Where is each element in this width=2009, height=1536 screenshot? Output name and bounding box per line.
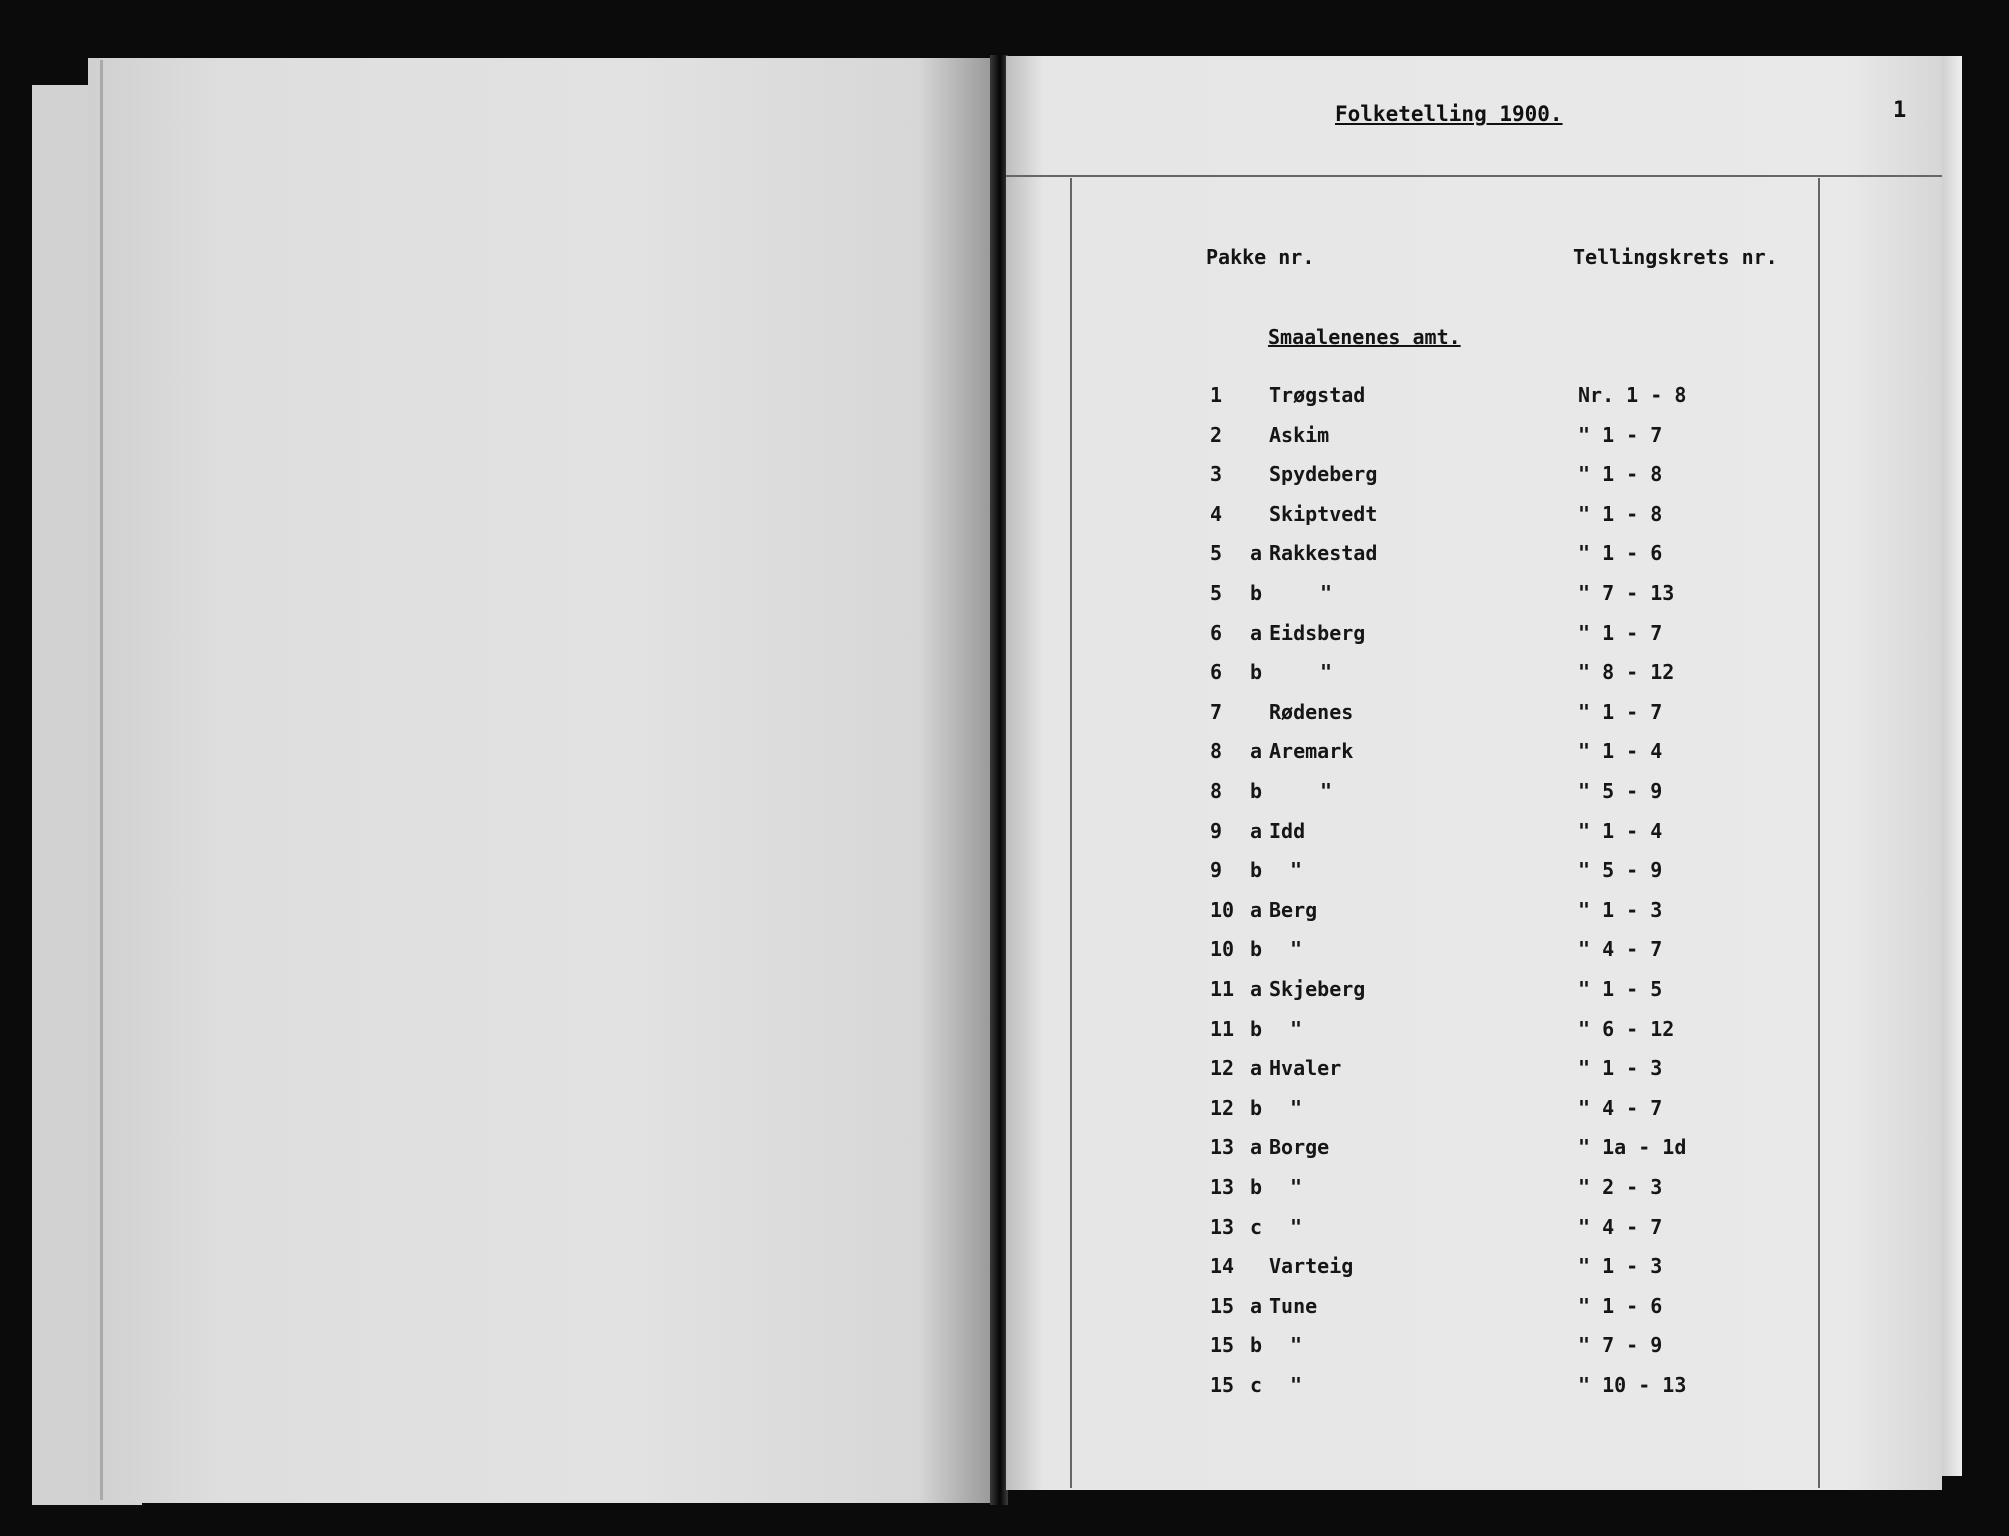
left-blank-page <box>88 58 990 1503</box>
municipality-name: Spydeberg <box>1269 462 1378 486</box>
table-row <box>1200 819 1800 851</box>
district-range: " 1a - 1d <box>1578 1135 1687 1159</box>
municipality-name: Borge <box>1269 1135 1330 1159</box>
table-row <box>1200 541 1800 573</box>
pakke-suffix: a <box>1250 739 1263 763</box>
district-range: " 1 - 3 <box>1578 898 1663 922</box>
table-row <box>1200 581 1800 613</box>
pakke-number: 15 <box>1210 1373 1235 1397</box>
municipality-name: " <box>1290 1215 1303 1239</box>
pakke-suffix: b <box>1250 1333 1263 1357</box>
pakke-number: 8 <box>1210 739 1223 763</box>
pakke-number: 5 <box>1210 581 1223 605</box>
pakke-number: 13 <box>1210 1135 1235 1159</box>
left-vertical-rule <box>1070 178 1072 1488</box>
municipality-name: " <box>1320 660 1333 684</box>
pakke-number: 6 <box>1210 621 1223 645</box>
pakke-number: 11 <box>1210 977 1235 1001</box>
district-range: " 4 - 7 <box>1578 1215 1663 1239</box>
table-row <box>1200 423 1800 455</box>
pakke-suffix: a <box>1250 819 1263 843</box>
pakke-number: 12 <box>1210 1096 1235 1120</box>
right-page-edge <box>1942 56 1962 1476</box>
pakke-suffix: a <box>1250 1135 1263 1159</box>
table-row <box>1200 1215 1800 1247</box>
municipality-name: " <box>1290 1175 1303 1199</box>
municipality-name: Idd <box>1269 819 1306 843</box>
municipality-name: Aremark <box>1269 739 1354 763</box>
district-range: " 4 - 7 <box>1578 1096 1663 1120</box>
pakke-number: 3 <box>1210 462 1223 486</box>
district-range: Nr. 1 - 8 <box>1578 383 1687 407</box>
municipality-name: Askim <box>1269 423 1330 447</box>
pakke-suffix: a <box>1250 541 1263 565</box>
pakke-number: 11 <box>1210 1017 1235 1041</box>
right-vertical-rule <box>1818 178 1820 1488</box>
table-row <box>1200 700 1800 732</box>
municipality-name: " <box>1320 779 1333 803</box>
pakke-number: 9 <box>1210 819 1223 843</box>
pakke-suffix: b <box>1250 660 1263 684</box>
table-row <box>1200 1373 1800 1405</box>
municipality-name: " <box>1320 581 1333 605</box>
table-row <box>1200 1135 1800 1167</box>
pakke-suffix: a <box>1250 1056 1263 1080</box>
municipality-name: " <box>1290 858 1303 882</box>
pakke-suffix: a <box>1250 1294 1263 1318</box>
table-row <box>1200 660 1800 692</box>
table-row <box>1200 898 1800 930</box>
pakke-suffix: b <box>1250 581 1263 605</box>
municipality-name: " <box>1290 1333 1303 1357</box>
pakke-suffix: a <box>1250 977 1263 1001</box>
municipality-name: Skiptvedt <box>1269 502 1378 526</box>
district-range: " 7 - 13 <box>1578 581 1675 605</box>
pakke-number: 5 <box>1210 541 1223 565</box>
table-row <box>1200 977 1800 1009</box>
district-range: " 1 - 4 <box>1578 739 1663 763</box>
pakke-number: 15 <box>1210 1294 1235 1318</box>
pakke-number: 4 <box>1210 502 1223 526</box>
table-row <box>1200 1096 1800 1128</box>
pakke-suffix: b <box>1250 1096 1263 1120</box>
table-row <box>1200 739 1800 771</box>
table-row <box>1200 858 1800 890</box>
pakke-suffix: c <box>1250 1373 1263 1397</box>
municipality-name: Skjeberg <box>1269 977 1366 1001</box>
district-range: " 1 - 3 <box>1578 1056 1663 1080</box>
page-number: 1 <box>1893 98 1907 123</box>
table-row <box>1200 1333 1800 1365</box>
district-range: " 4 - 7 <box>1578 937 1663 961</box>
county-heading: Smaalenenes amt. <box>1268 325 1461 349</box>
table-row <box>1200 1056 1800 1088</box>
pakke-suffix: b <box>1250 1175 1263 1199</box>
top-horizontal-rule <box>1006 175 1942 177</box>
municipality-name: " <box>1290 1017 1303 1041</box>
municipality-name: Rakkestad <box>1269 541 1378 565</box>
district-range: " 1 - 6 <box>1578 541 1663 565</box>
page-title: Folketelling 1900. <box>1335 102 1563 126</box>
pakke-suffix: b <box>1250 858 1263 882</box>
district-range: " 1 - 8 <box>1578 502 1663 526</box>
district-range: " 8 - 12 <box>1578 660 1675 684</box>
table-row <box>1200 1017 1800 1049</box>
header-pakke: Pakke nr. <box>1206 245 1315 269</box>
district-range: " 10 - 13 <box>1578 1373 1687 1397</box>
municipality-name: Trøgstad <box>1269 383 1366 407</box>
district-range: " 1 - 7 <box>1578 423 1663 447</box>
table-row <box>1200 383 1800 415</box>
pakke-number: 2 <box>1210 423 1223 447</box>
pakke-number: 14 <box>1210 1254 1235 1278</box>
district-range: " 7 - 9 <box>1578 1333 1663 1357</box>
pakke-suffix: b <box>1250 779 1263 803</box>
district-range: " 6 - 12 <box>1578 1017 1675 1041</box>
left-page-edge <box>100 60 103 1500</box>
pakke-number: 6 <box>1210 660 1223 684</box>
pakke-number: 10 <box>1210 937 1235 961</box>
table-row <box>1200 937 1800 969</box>
municipality-name: Eidsberg <box>1269 621 1366 645</box>
pakke-suffix: b <box>1250 937 1263 961</box>
district-range: " 1 - 7 <box>1578 621 1663 645</box>
municipality-name: Varteig <box>1269 1254 1354 1278</box>
district-range: " 1 - 8 <box>1578 462 1663 486</box>
municipality-name: Rødenes <box>1269 700 1354 724</box>
municipality-name: " <box>1290 1096 1303 1120</box>
district-range: " 1 - 5 <box>1578 977 1663 1001</box>
pakke-number: 13 <box>1210 1215 1235 1239</box>
municipality-name: Hvaler <box>1269 1056 1342 1080</box>
table-row <box>1200 621 1800 653</box>
header-tellingskrets: Tellingskrets nr. <box>1573 245 1778 269</box>
pakke-suffix: b <box>1250 1017 1263 1041</box>
table-row <box>1200 462 1800 494</box>
district-range: " 2 - 3 <box>1578 1175 1663 1199</box>
pakke-number: 12 <box>1210 1056 1235 1080</box>
table-row <box>1200 1294 1800 1326</box>
pakke-suffix: a <box>1250 621 1263 645</box>
district-range: " 5 - 9 <box>1578 858 1663 882</box>
table-row <box>1200 1175 1800 1207</box>
table-row <box>1200 779 1800 811</box>
district-range: " 1 - 3 <box>1578 1254 1663 1278</box>
pakke-number: 15 <box>1210 1333 1235 1357</box>
municipality-name: Tune <box>1269 1294 1318 1318</box>
table-row <box>1200 502 1800 534</box>
pakke-suffix: c <box>1250 1215 1263 1239</box>
municipality-name: Berg <box>1269 898 1318 922</box>
municipality-name: " <box>1290 937 1303 961</box>
pakke-number: 9 <box>1210 858 1223 882</box>
district-range: " 1 - 7 <box>1578 700 1663 724</box>
pakke-number: 8 <box>1210 779 1223 803</box>
pakke-number: 13 <box>1210 1175 1235 1199</box>
pakke-number: 1 <box>1210 383 1223 407</box>
district-range: " 1 - 6 <box>1578 1294 1663 1318</box>
district-range: " 5 - 9 <box>1578 779 1663 803</box>
pakke-number: 7 <box>1210 700 1223 724</box>
pakke-number: 10 <box>1210 898 1235 922</box>
table-row <box>1200 1254 1800 1286</box>
municipality-name: " <box>1290 1373 1303 1397</box>
pakke-suffix: a <box>1250 898 1263 922</box>
district-range: " 1 - 4 <box>1578 819 1663 843</box>
